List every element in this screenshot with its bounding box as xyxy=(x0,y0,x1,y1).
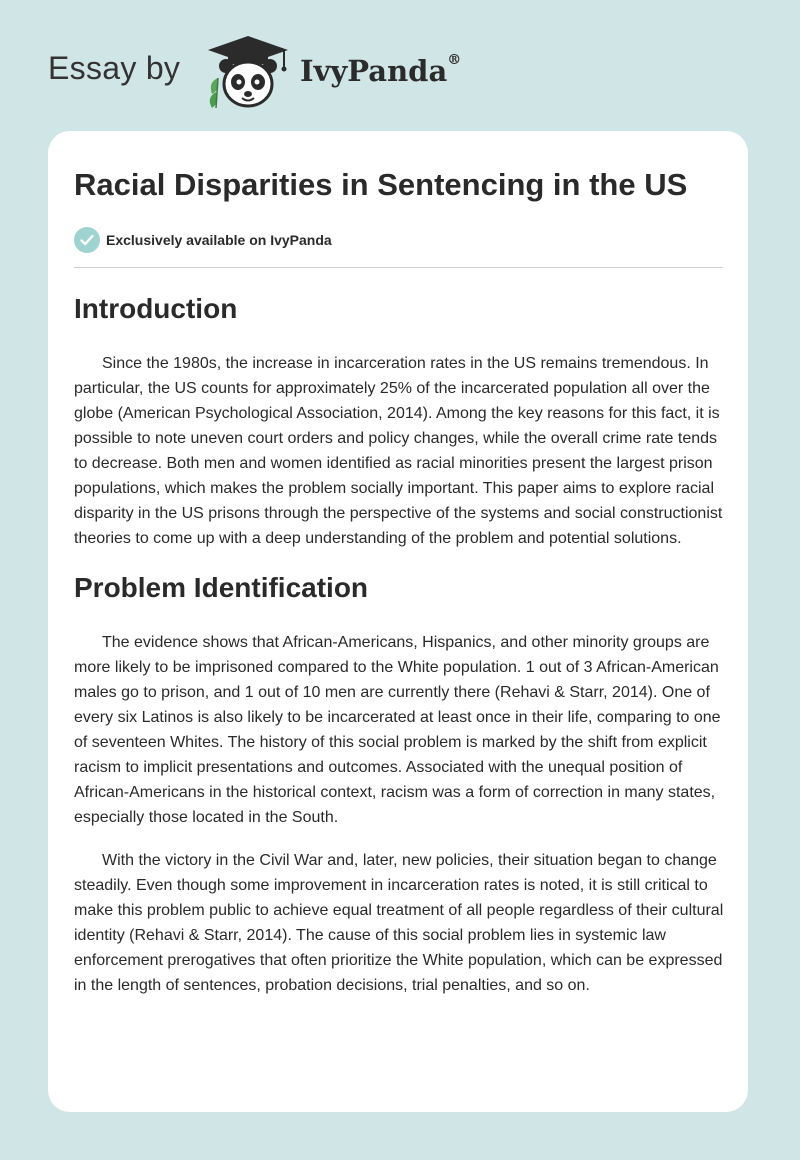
exclusive-label: Exclusively available on IvyPanda xyxy=(106,232,332,248)
brand-name: IvyPanda xyxy=(300,54,448,88)
panda-graduate-icon[interactable] xyxy=(200,34,296,110)
section-heading-problem-identification: Problem Identification xyxy=(74,572,369,603)
divider xyxy=(74,267,723,268)
paragraph-problem-2: With the victory in the Civil War and, later, new policies, their situation began to change steadily. Even though some improvement in incarceration rates is noted, it is still critical to make this problem public to achieve equal treatment of all people regardless of their cultural identity (Rehavi & Starr, 2014). The cause of this social problem lies in systemic law enforcement prerogatives that often prioritize the White population, which can be expressed in the length of sentences, probation decisions, trial penalties, and so on. xyxy=(74,852,724,994)
article-card xyxy=(48,131,748,1112)
brand-logo[interactable] xyxy=(300,54,461,88)
paragraph-problem-1: The evidence shows that African-Americans, Hispanics, and other minority groups are more likely to be imprisoned compared to the White population. 1 out of 3 African-American males go to prison, and 1 out of 10 men are currently there (Rehavi & Starr, 2014). One of every six Latinos is also likely to be incarcerated at least once in their life, comparing to one of seventeen Whites. The history of this social problem is marked by the shift from explicit racism to implicit presentations and outcomes. Associated with the unequal position of African-Americans in the historical context, racism was a form of correction in many states, especially those located in the South. xyxy=(74,634,721,826)
registered-mark: ® xyxy=(447,52,462,69)
exclusive-badge xyxy=(74,225,722,255)
check-icon xyxy=(74,227,100,253)
section-heading-introduction: Introduction xyxy=(74,293,238,324)
essay-by-label: Essay by xyxy=(48,50,181,86)
paragraph-introduction: Since the 1980s, the increase in incarceration rates in the US remains tremendous. In particular, the US counts for approximately 25% of the incarcerated population all over the globe (American Psychological Association, 2014). Among the key reasons for this fact, it is possible to note uneven court orders and policy changes, while the overall crime rate tends to decrease. Both men and women identified as racial minorities present the largest prison populations, which makes the problem socially important. This paper aims to explore racial disparity in the US prisons through the perspective of the systems and social constructionist theories to come up with a deep understanding of the problem and potential solutions. xyxy=(74,355,723,547)
site-header xyxy=(0,0,800,130)
page-title: Racial Disparities in Sentencing in the US xyxy=(74,167,688,202)
